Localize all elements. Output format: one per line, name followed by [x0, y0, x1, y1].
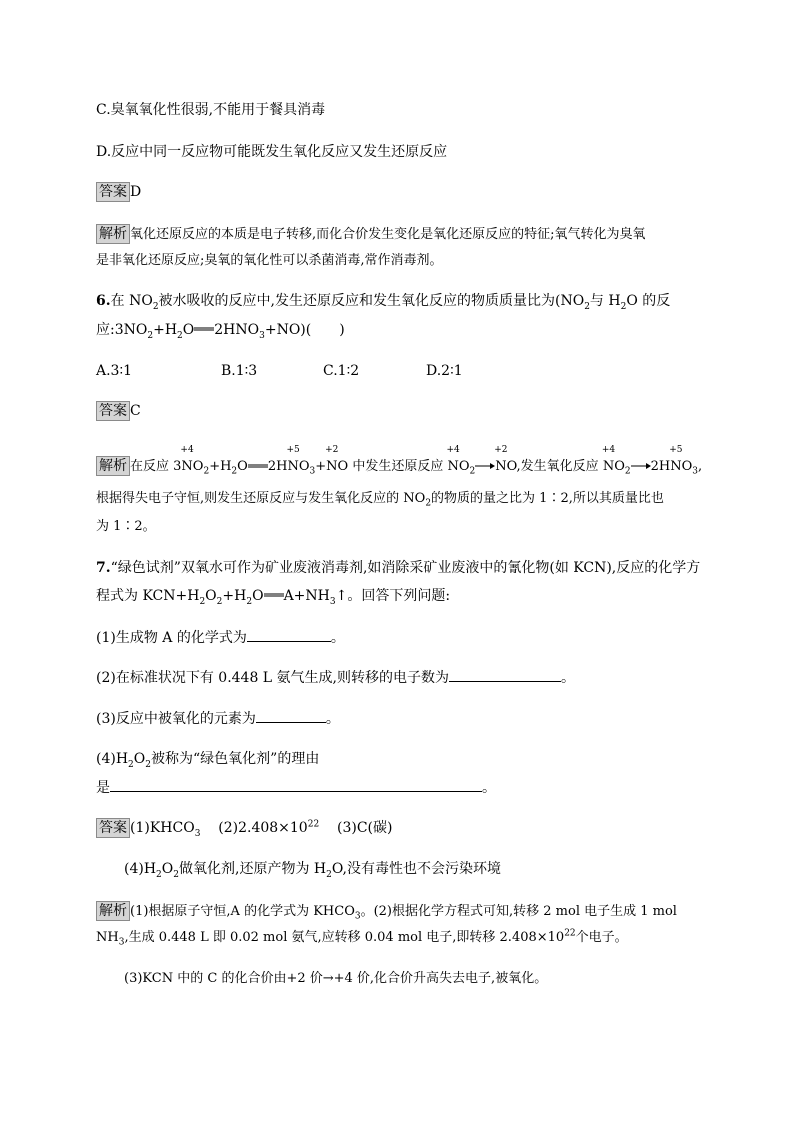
- q6-option-b: B.1∶3: [221, 363, 258, 379]
- q7-answer-line1: 答案 $(1)KHCO_3$ $(2)2.408\times 10^{22}$ (3)C(碳): [96, 818, 392, 838]
- q6-question-line1: 6.在 $NO_2$被水吸收的反应中,发生还原反应和发生氧化反应的物质质量比为($NO_2$与 $H_2O$ 的反: [96, 293, 671, 312]
- option-d: D.反应中同一反应物可能既发生氧化反应又发生还原反应: [96, 144, 448, 160]
- answer-tag: 答案: [96, 401, 130, 421]
- q5-analysis-line2: 是非氧化还原反应;臭氧的氧化性可以杀菌消毒,常作消毒剂。: [96, 253, 443, 268]
- reaction-arrow: [631, 463, 651, 469]
- q6-question-line2: 应$:3NO_2+H_2O$ $2HNO_3+NO$)( ): [96, 322, 345, 341]
- answer-blank-1[interactable]: [247, 627, 331, 642]
- q6-option-c: C.1∶2: [323, 363, 360, 379]
- q7-question-line2: 程式为 $KCN+H_2O_2+H_2O$ $A+NH_3↑$。回答下列问题:: [96, 588, 451, 607]
- q7-sub3: (3)反应中被氧化的元素为 。: [96, 708, 340, 729]
- answer-blank-3[interactable]: [256, 708, 326, 723]
- q5-answer: 答案 D: [96, 182, 141, 202]
- q7-analysis-line3: (3)KCN 中的 C 的化合价由+2 价→+4 价,化合价升高失去电子,被氧化。: [124, 971, 548, 986]
- q7-sub4: $(4)H_2O_2$被称为“绿色氧化剂”的理由: [96, 751, 320, 770]
- q6-analysis-line3: 为 1∶2。: [96, 519, 156, 534]
- q6-option-d: D.2∶1: [426, 363, 463, 379]
- analysis-tag: 解析: [96, 901, 130, 921]
- analysis-tag: 解析: [96, 456, 130, 476]
- reaction-arrow: [475, 463, 495, 469]
- q6-analysis-line1: 解析 在反应 3 +4 $NO_2+H_2O$ 2H +5 $NO_3+$ +2 NO 中发生还原反应 +4 $NO_2$ +2 NO,发生氧化反应 +4 $NO_2$ 2H +5 $NO_3$,: [96, 456, 702, 477]
- q7-question-line1: 7.“绿色试剂”双氧水可作为矿业废液消毒剂,如消除采矿业废液中的氰化物(如 KCN),反应的化学方: [96, 560, 701, 576]
- q7-analysis-line1: 解析 (1)根据原子守恒,A 的化学式为 $KHCO_3$。(2)根据化学方程式可知,转移 2 mol 电子生成 1 mol: [96, 901, 677, 922]
- q7-sub4-blank-line: 是 。: [96, 777, 496, 798]
- q5-analysis-line1: 解析 氧化还原反应的本质是电子转移,而化合价发生变化是氧化还原反应的特征;氧气转化为臭氧: [96, 224, 646, 245]
- q6-option-a: A.3∶1: [96, 363, 133, 379]
- analysis-tag: 解析: [96, 224, 130, 244]
- equals-line: [264, 593, 284, 597]
- answer-blank-4[interactable]: [110, 777, 482, 792]
- q6-answer: 答案 C: [96, 401, 141, 421]
- answer-tag: 答案: [96, 818, 130, 838]
- q7-analysis-line2: $NH_3$,生成 0.448 L 即 0.02 mol 氨气,应转移 0.04 mol 电子,即转移 $2.408\times 10^{22}$个电子。: [96, 928, 628, 948]
- q6-analysis-line2: 根据得失电子守恒,则发生还原反应与发生氧化反应的 $NO_2$的物质的量之比为 1∶2,所以其质量比也: [96, 491, 664, 509]
- q7-sub1: (1)生成物 A 的化学式为 。: [96, 627, 345, 648]
- equals-line: [248, 464, 268, 468]
- answer-tag: 答案: [96, 182, 130, 202]
- q7-sub2: (2)在标准状况下有 0.448 L 氨气生成,则转移的电子数为 。: [96, 667, 575, 688]
- q7-answer-line2: $(4)H_2O_2$做氧化剂,还原产物为 $H_2O$,没有毒性也不会污染环境: [124, 861, 501, 880]
- equals-line: [194, 327, 214, 331]
- answer-blank-2[interactable]: [449, 667, 561, 682]
- option-c: C.臭氧氧化性很弱,不能用于餐具消毒: [96, 102, 326, 118]
